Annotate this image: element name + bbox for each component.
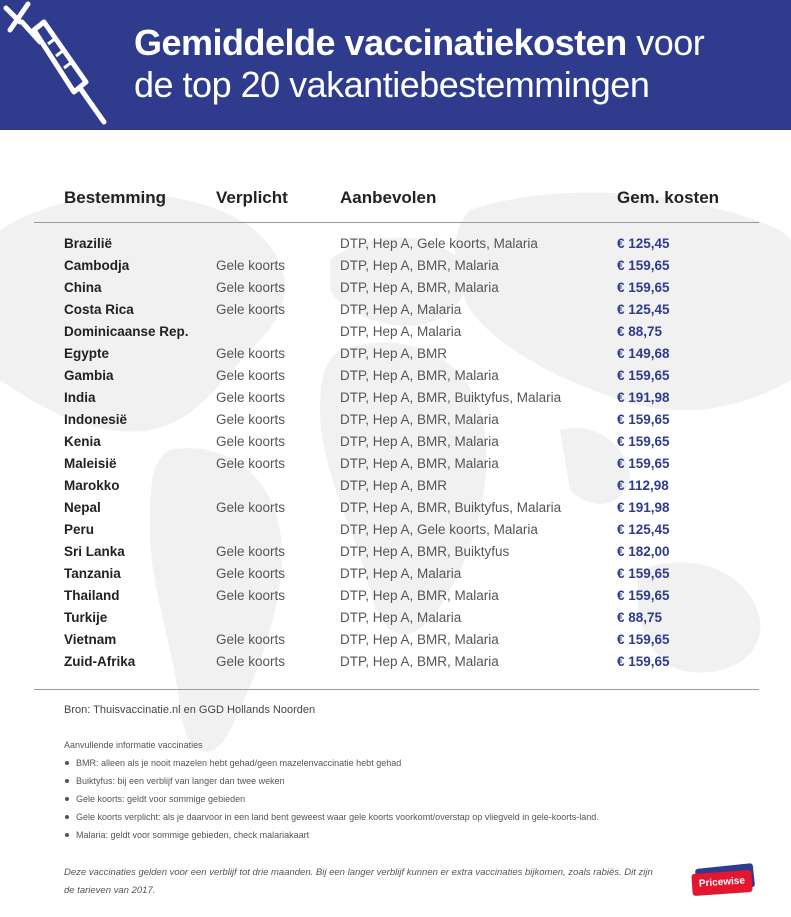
destination-name: Nepal bbox=[64, 500, 101, 515]
recommended-vaccines: DTP, Hep A, BMR, Malaria bbox=[340, 588, 499, 603]
destination-name: Sri Lanka bbox=[64, 544, 125, 559]
recommended-vaccines: DTP, Hep A, BMR, Malaria bbox=[340, 368, 499, 383]
required-vaccines: Gele koorts bbox=[216, 544, 286, 559]
average-cost: € 159,65 bbox=[617, 368, 670, 383]
required-vaccines: Gele koorts bbox=[216, 368, 286, 383]
required-vaccines: Gele koorts bbox=[216, 302, 286, 317]
average-cost: € 159,65 bbox=[617, 456, 670, 471]
recommended-vaccines: DTP, Hep A, BMR bbox=[340, 478, 448, 493]
average-cost: € 159,65 bbox=[617, 280, 670, 295]
recommended-vaccines: DTP, Hep A, Malaria bbox=[340, 324, 462, 339]
title-bold: Gemiddelde vaccinatiekosten bbox=[134, 22, 627, 63]
destination-name: Egypte bbox=[64, 346, 110, 361]
recommended-vaccines: DTP, Hep A, Gele koorts, Malaria bbox=[340, 522, 538, 537]
footnote: Deze vaccinaties gelden voor een verblijf tot drie maanden. Bij een langer verblijf kunnen er extra vaccinaties bijkomen, zoals rabiës. Dit zijn de tarieven van 2017. bbox=[64, 867, 653, 896]
recommended-vaccines: DTP, Hep A, BMR, Malaria bbox=[340, 412, 499, 427]
table-row bbox=[0, 563, 791, 585]
info-item: Malaria: geldt voor sommige gebieden, check malariakaart bbox=[64, 828, 599, 846]
recommended-vaccines: DTP, Hep A, Malaria bbox=[340, 566, 462, 581]
average-cost: € 149,68 bbox=[617, 346, 670, 361]
table-row bbox=[0, 409, 791, 431]
vaccination-table bbox=[0, 233, 791, 673]
destination-name: Maleisië bbox=[64, 456, 117, 471]
table-row bbox=[0, 431, 791, 453]
required-vaccines: Gele koorts bbox=[216, 654, 286, 669]
table-row bbox=[0, 453, 791, 475]
info-item: Buiktyfus: bij een verblijf van langer dan twee weken bbox=[64, 774, 599, 792]
table-row bbox=[0, 277, 791, 299]
average-cost: € 88,75 bbox=[617, 324, 663, 339]
info-item: Gele koorts verplicht: als je daarvoor in een land bent geweest waar gele koorts voorkomt/overstap op vliegveld in gele-koorts-land. bbox=[64, 810, 599, 828]
syringe-icon bbox=[0, 0, 120, 130]
recommended-vaccines: DTP, Hep A, BMR, Malaria bbox=[340, 632, 499, 647]
destination-name: Dominicaanse Rep. bbox=[64, 324, 189, 339]
required-vaccines: Gele koorts bbox=[216, 258, 286, 273]
average-cost: € 159,65 bbox=[617, 654, 670, 669]
recommended-vaccines: DTP, Hep A, BMR bbox=[340, 346, 448, 361]
column-header-destination: Bestemming bbox=[64, 188, 167, 207]
recommended-vaccines: DTP, Hep A, BMR, Malaria bbox=[340, 456, 499, 471]
required-vaccines: Gele koorts bbox=[216, 456, 286, 471]
table-row bbox=[0, 541, 791, 563]
info-item: BMR: alleen als je nooit mazelen hebt gehad/geen mazelenvaccinatie hebt gehad bbox=[64, 756, 599, 774]
destination-name: Cambodja bbox=[64, 258, 130, 273]
average-cost: € 159,65 bbox=[617, 632, 670, 647]
table-row bbox=[0, 299, 791, 321]
title-light: voor bbox=[626, 22, 705, 63]
required-vaccines: Gele koorts bbox=[216, 412, 286, 427]
column-header-cost: Gem. kosten bbox=[617, 188, 720, 207]
table-row bbox=[0, 629, 791, 651]
average-cost: € 112,98 bbox=[617, 478, 669, 493]
average-cost: € 159,65 bbox=[617, 412, 670, 427]
pricewise-logo bbox=[690, 866, 760, 896]
average-cost: € 125,45 bbox=[617, 522, 670, 537]
table-row bbox=[0, 387, 791, 409]
recommended-vaccines: DTP, Hep A, BMR, Buiktyfus, Malaria bbox=[340, 500, 562, 515]
destination-name: China bbox=[64, 280, 102, 295]
average-cost: € 191,98 bbox=[617, 390, 670, 405]
column-header-required: Verplicht bbox=[216, 188, 288, 207]
table-row bbox=[0, 255, 791, 277]
recommended-vaccines: DTP, Hep A, BMR, Buiktyfus, Malaria bbox=[340, 390, 562, 405]
required-vaccines: Gele koorts bbox=[216, 632, 286, 647]
average-cost: € 88,75 bbox=[617, 610, 663, 625]
recommended-vaccines: DTP, Hep A, BMR, Malaria bbox=[340, 280, 499, 295]
table-row bbox=[0, 343, 791, 365]
destination-name: Zuid-Afrika bbox=[64, 654, 136, 669]
required-vaccines: Gele koorts bbox=[216, 280, 286, 295]
header-divider bbox=[34, 222, 759, 223]
page-title bbox=[134, 22, 704, 106]
average-cost: € 125,45 bbox=[617, 236, 670, 251]
average-cost: € 182,00 bbox=[617, 544, 670, 559]
destination-name: Peru bbox=[64, 522, 95, 537]
header-banner bbox=[0, 0, 791, 130]
table-row bbox=[0, 321, 791, 343]
title-line2: de top 20 vakantiebestemmingen bbox=[134, 64, 650, 105]
table-row bbox=[0, 519, 791, 541]
table-row bbox=[0, 497, 791, 519]
required-vaccines: Gele koorts bbox=[216, 434, 286, 449]
table-bottom-divider bbox=[34, 689, 759, 690]
destination-name: Tanzania bbox=[64, 566, 121, 581]
average-cost: € 159,65 bbox=[617, 566, 670, 581]
destination-name: Thailand bbox=[64, 588, 120, 603]
required-vaccines: Gele koorts bbox=[216, 500, 286, 515]
info-list bbox=[64, 756, 599, 846]
table-row bbox=[0, 651, 791, 673]
destination-name: Costa Rica bbox=[64, 302, 134, 317]
recommended-vaccines: DTP, Hep A, BMR, Malaria bbox=[340, 434, 499, 449]
recommended-vaccines: DTP, Hep A, Gele koorts, Malaria bbox=[340, 236, 538, 251]
required-vaccines: Gele koorts bbox=[216, 346, 286, 361]
destination-name: Indonesië bbox=[64, 412, 128, 427]
destination-name: Marokko bbox=[64, 478, 120, 493]
destination-name: Turkije bbox=[64, 610, 108, 625]
source-note: Bron: Thuisvaccinatie.nl en GGD Hollands Noorden bbox=[64, 704, 316, 716]
table-row bbox=[0, 585, 791, 607]
average-cost: € 159,65 bbox=[617, 258, 670, 273]
destination-name: India bbox=[64, 390, 96, 405]
average-cost: € 159,65 bbox=[617, 588, 670, 603]
destination-name: Gambia bbox=[64, 368, 114, 383]
recommended-vaccines: DTP, Hep A, BMR, Malaria bbox=[340, 654, 499, 669]
table-row bbox=[0, 233, 791, 255]
average-cost: € 159,65 bbox=[617, 434, 670, 449]
destination-name: Vietnam bbox=[64, 632, 117, 647]
recommended-vaccines: DTP, Hep A, BMR, Malaria bbox=[340, 258, 499, 273]
required-vaccines: Gele koorts bbox=[216, 390, 286, 405]
required-vaccines: Gele koorts bbox=[216, 566, 286, 581]
info-title: Aanvullende informatie vaccinaties bbox=[64, 740, 203, 750]
column-header-recommended: Aanbevolen bbox=[340, 188, 437, 207]
average-cost: € 191,98 bbox=[617, 500, 670, 515]
table-row bbox=[0, 607, 791, 629]
destination-name: Brazilië bbox=[64, 236, 113, 251]
required-vaccines: Gele koorts bbox=[216, 588, 286, 603]
table-row bbox=[0, 365, 791, 387]
logo-text: Pricewise bbox=[691, 870, 752, 896]
recommended-vaccines: DTP, Hep A, Malaria bbox=[340, 610, 462, 625]
recommended-vaccines: DTP, Hep A, Malaria bbox=[340, 302, 462, 317]
recommended-vaccines: DTP, Hep A, BMR, Buiktyfus bbox=[340, 544, 510, 559]
destination-name: Kenia bbox=[64, 434, 101, 449]
average-cost: € 125,45 bbox=[617, 302, 670, 317]
info-item: Gele koorts: geldt voor sommige gebieden bbox=[64, 792, 599, 810]
table-row bbox=[0, 475, 791, 497]
